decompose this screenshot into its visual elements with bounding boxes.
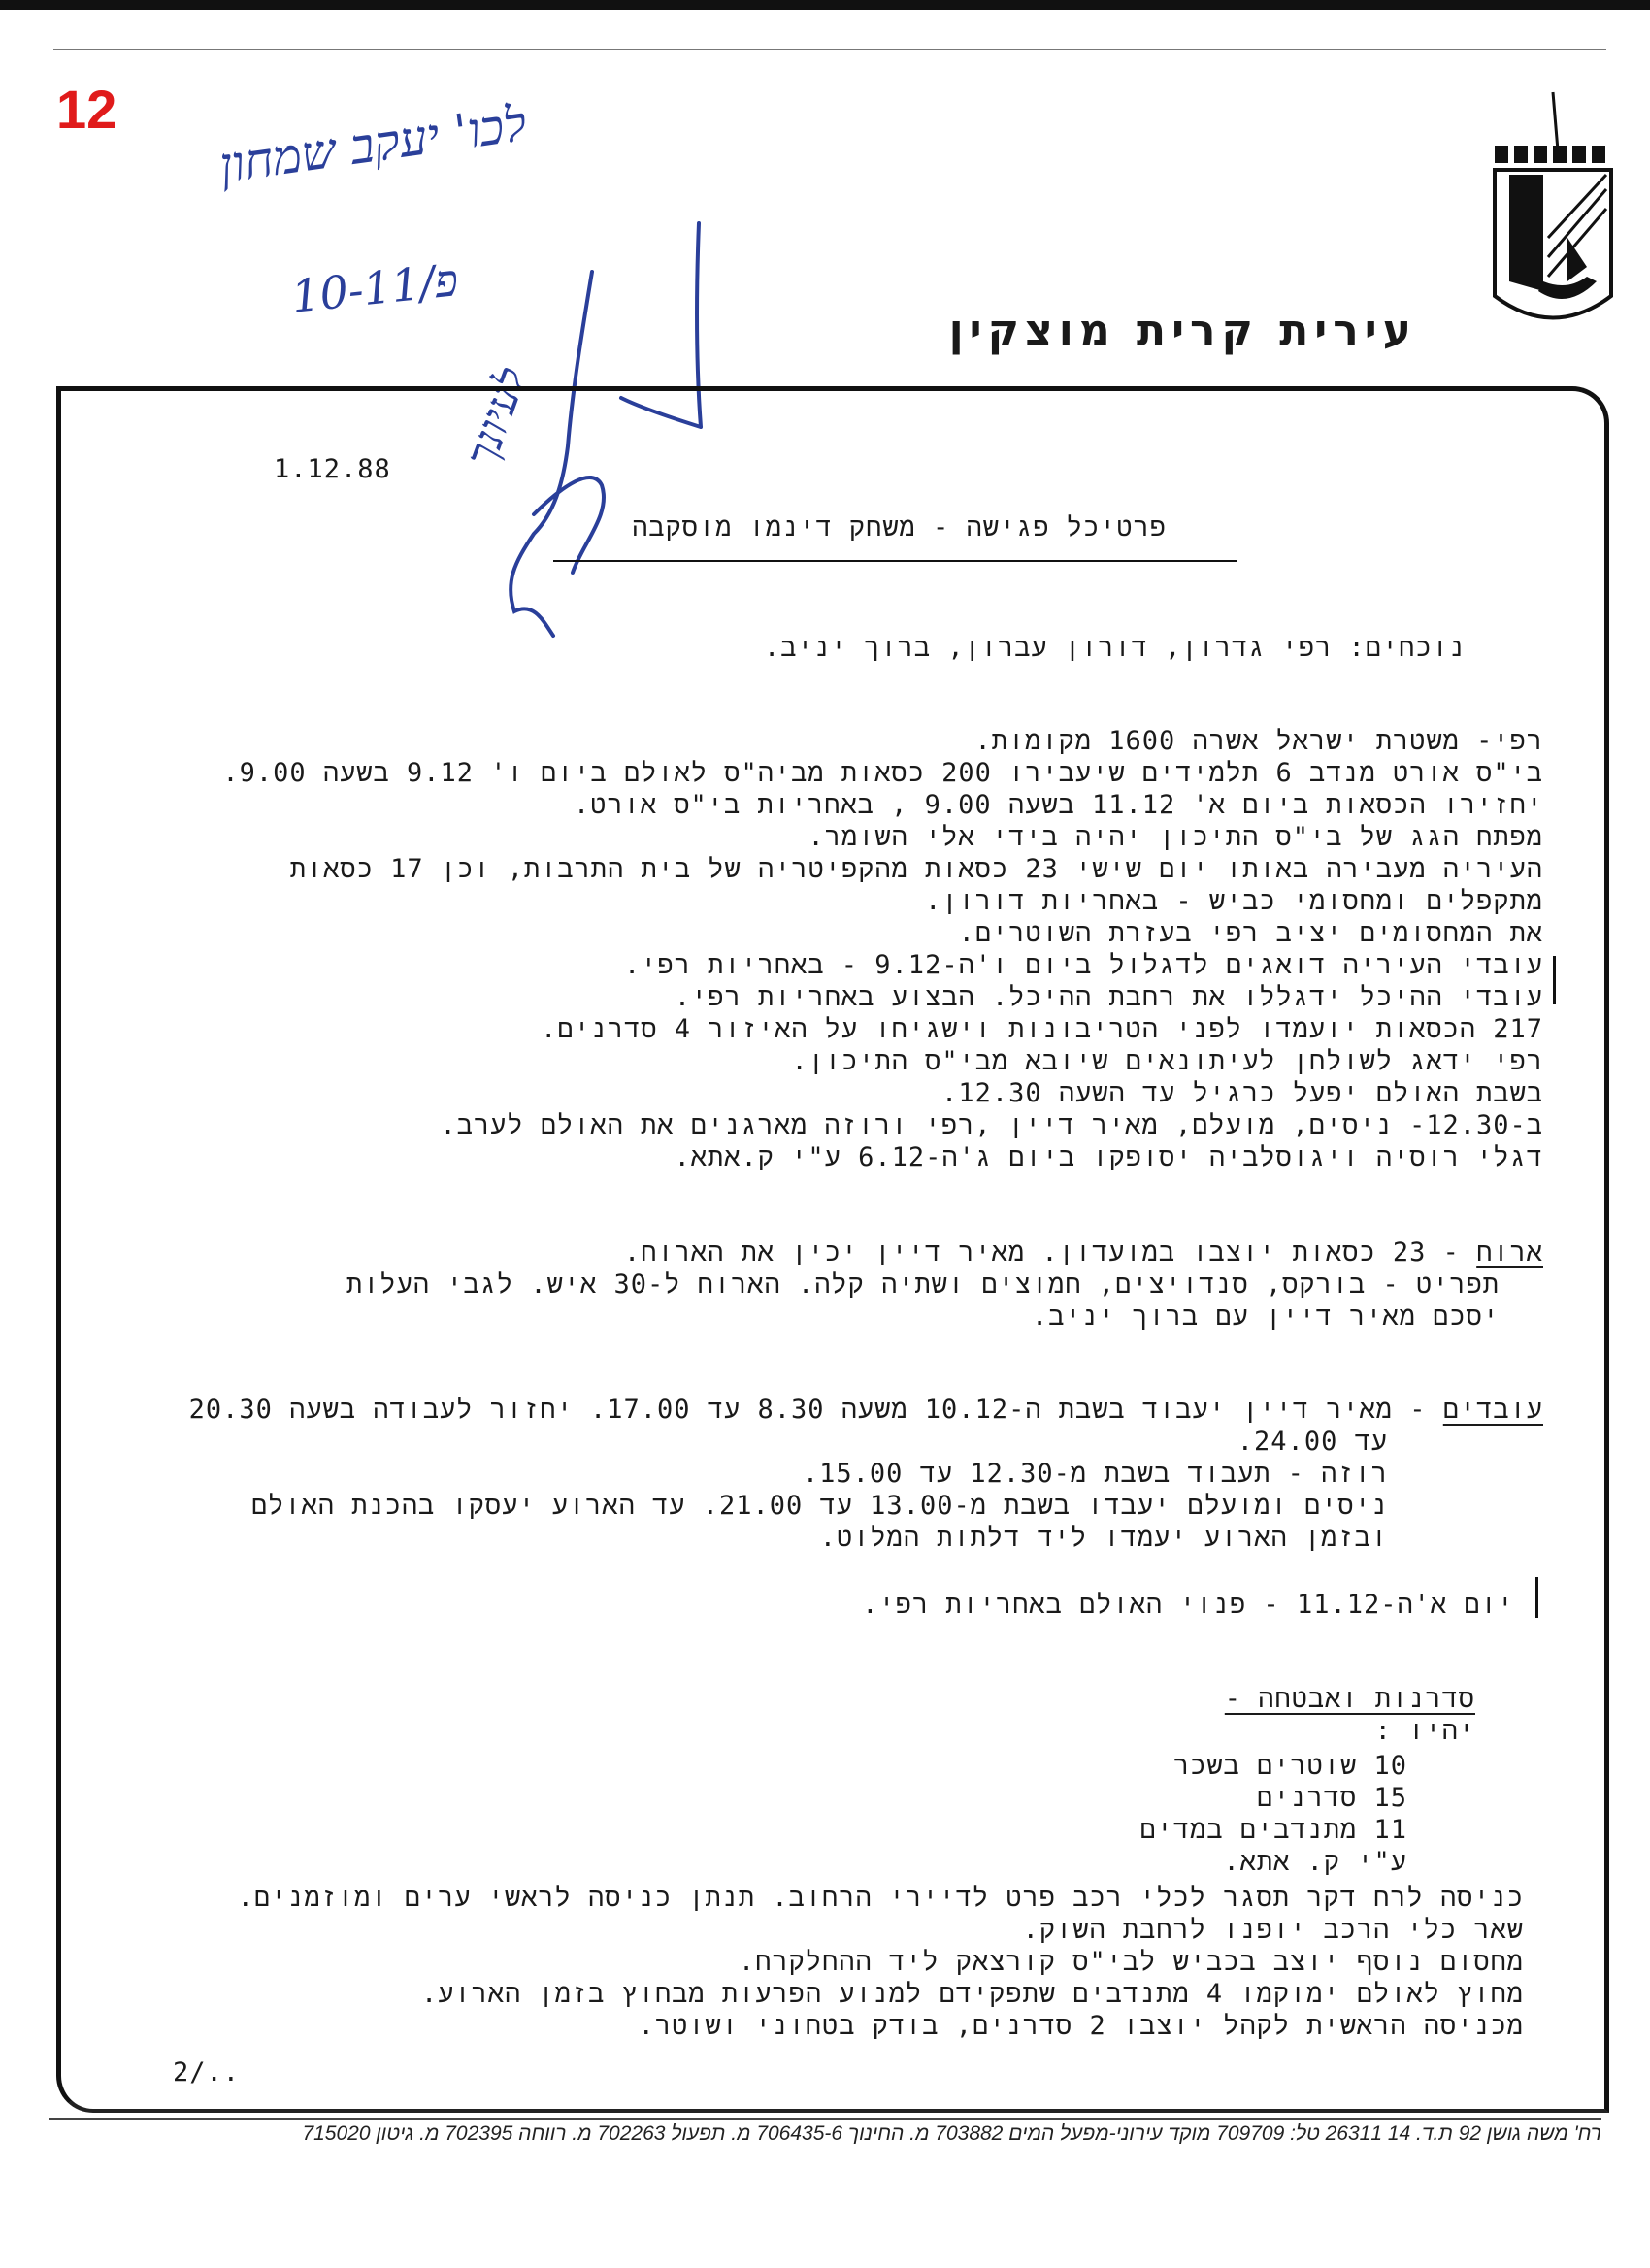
body-line: מחוץ לאולם ימוקמו 4 מתנדבים שתפקידם למנוע הפרעות מבחוץ בזמן הארוע.	[420, 1979, 1524, 2009]
body-line: בי"ס אורט מנדב 6 תלמידים שיעבירו 200 כסאות מביה"ס לאולם ביום ו' 9.12 בשעה 9.00.	[222, 758, 1543, 788]
security-item: 10 שוטרים בשכר	[1172, 1751, 1407, 1781]
handwritten-note-recipient: לכו' יעקב שמחון	[215, 95, 531, 194]
reception-text: - 23 כסאות יוצבו במועדון. מאיר דיין יכין את הארוח.	[624, 1237, 1477, 1267]
sunday-line: יום א'ה-11.12 - פנוי האולם באחריות רפי.	[862, 1590, 1514, 1620]
footer-contact-line: רח' משה גושן 92 ת.ד. 14 26311 טל: 709709 מוקד עירוני-מפעל המים 703882 מ. החינוך 706435-6 מ. תפעול 702263 מ. רווחה 702395 מ. גיטון 715020	[49, 2118, 1601, 2152]
workers-text: - מאיר דיין יעבוד בשבת ה-10.12 משעה 8.30 עד 17.00. יחזור לעבודה בשעה 20.30	[188, 1395, 1443, 1425]
security-label: סדרנות ואבטחה -	[1224, 1684, 1475, 1714]
body-line: עובדי העיריה דואגים לדגלול ביום ו'ה-9.12 - באחריות רפי.	[623, 950, 1543, 980]
body-line: מתקפלים ומחסומי כביש - באחריות דורון.	[925, 886, 1543, 916]
margin-mark	[1535, 1577, 1538, 1618]
body-line: יחזירו הכסאות ביום א' 11.12 בשעה 9.00 , באחריות בי"ס אורט.	[574, 790, 1543, 820]
page-continuation: 2/..	[173, 2057, 241, 2087]
body-line: שאר כלי הרכב יופנו לרחבת השוק.	[1022, 1915, 1524, 1945]
security-item: ע"י ק. אתא.	[1223, 1847, 1407, 1877]
body-line: דגלי רוסיה ויגוסלביה יסופקו ביום ג'ה-6.12 ע"י ק.אתא.	[674, 1142, 1543, 1172]
body-line: ובזמן הארוע יעמדו ליד דלתות המלוט.	[819, 1523, 1388, 1553]
body-line: מכניסה הראשית לקהל יוצבו 2 סדרנים, בודק בטחוני ושוטר.	[638, 2011, 1524, 2041]
body-line: כניסה לרח דקר תסגר לכלי רכב פרט לדיירי הרחוב. תנתן כניסה לראשי ערים ומוזמנים.	[237, 1883, 1524, 1913]
handwritten-note-date: 10-11/פ	[288, 253, 461, 323]
body-line: מפתח הגג של בי"ס התיכון יהיה בידי אלי השומר.	[808, 822, 1543, 852]
body-line: מחסום נוסף יוצב בכביש לבי"ס קורצאק ליד ההחלקרח.	[739, 1947, 1524, 1977]
body-line: ב-12.30- ניסים, מועלם, מאיר דיין ,רפי ורוזה מארגנים את האולם לערב.	[440, 1110, 1543, 1140]
reception-line	[624, 1237, 1543, 1269]
body-line: רפי- משטרת ישראל אשרה 1600 מקומות.	[974, 726, 1543, 756]
security-intro: יהיו :	[1374, 1716, 1475, 1746]
page-number: 12	[56, 79, 117, 140]
body-line: תפריט - בורקס, סנדויצים, חמוצים ושתיה קלה. הארוח ל-30 איש. לגבי העלות	[346, 1269, 1500, 1299]
body-line: עד 24.00.	[1237, 1427, 1388, 1457]
city-emblem-icon	[1490, 82, 1616, 345]
body-line: העיריה מעבירה באותו יום שישי 23 כסאות מהקפיטריה של בית התרבות, וכן 17 כסאות	[289, 854, 1543, 884]
margin-mark	[1553, 956, 1556, 1004]
body-line: את המחסומים יציב רפי בעזרת השוטרים.	[958, 918, 1543, 948]
body-line: 217 הכסאות יועמדו לפני הטריבונות וישגיחו על האיזור 4 סדרנים.	[541, 1014, 1543, 1044]
body-line: רפי ידאג לשולחן לעיתונאים שיובא מבי"ס התיכון.	[791, 1046, 1543, 1076]
document-date: 1.12.88	[274, 454, 391, 484]
reception-label: ארוח	[1476, 1237, 1543, 1267]
body-line: בשבת האולם יפעל כרגיל עד השעה 12.30.	[941, 1078, 1543, 1108]
attendees-line: נוכחים: רפי גדרון, דורון עברון, ברוך יניב.	[763, 633, 1466, 663]
body-line: ניסים ומועלם יעבדו בשבת מ-13.00 עד 21.00. עד הארוע יעסקו בהכנת האולם	[250, 1491, 1388, 1521]
handwritten-side-note: לעיונך	[456, 361, 538, 474]
workers-label: עובדים	[1442, 1395, 1543, 1425]
workers-line	[189, 1395, 1543, 1427]
body-line: יסכם מאיר דיין עם ברוך יניב.	[1032, 1301, 1500, 1331]
security-item: 11 מתנדבים במדים	[1139, 1815, 1407, 1845]
top-border	[0, 0, 1650, 10]
body-line: עובדי ההיכל ידגללו את רחבת ההיכל. הבצוע באחריות רפי.	[674, 982, 1543, 1012]
body-line: רוזה - תעבוד בשבת מ-12.30 עד 15.00.	[802, 1459, 1388, 1489]
security-item: 15 סדרנים	[1257, 1783, 1407, 1813]
title-underline	[553, 560, 1238, 562]
top-rule	[53, 49, 1606, 50]
document-title: פרטיכל פגישה - משחק דינמו מוסקבה	[632, 512, 1167, 542]
letterhead-title: עירית קרית מוצקין	[948, 306, 1417, 355]
